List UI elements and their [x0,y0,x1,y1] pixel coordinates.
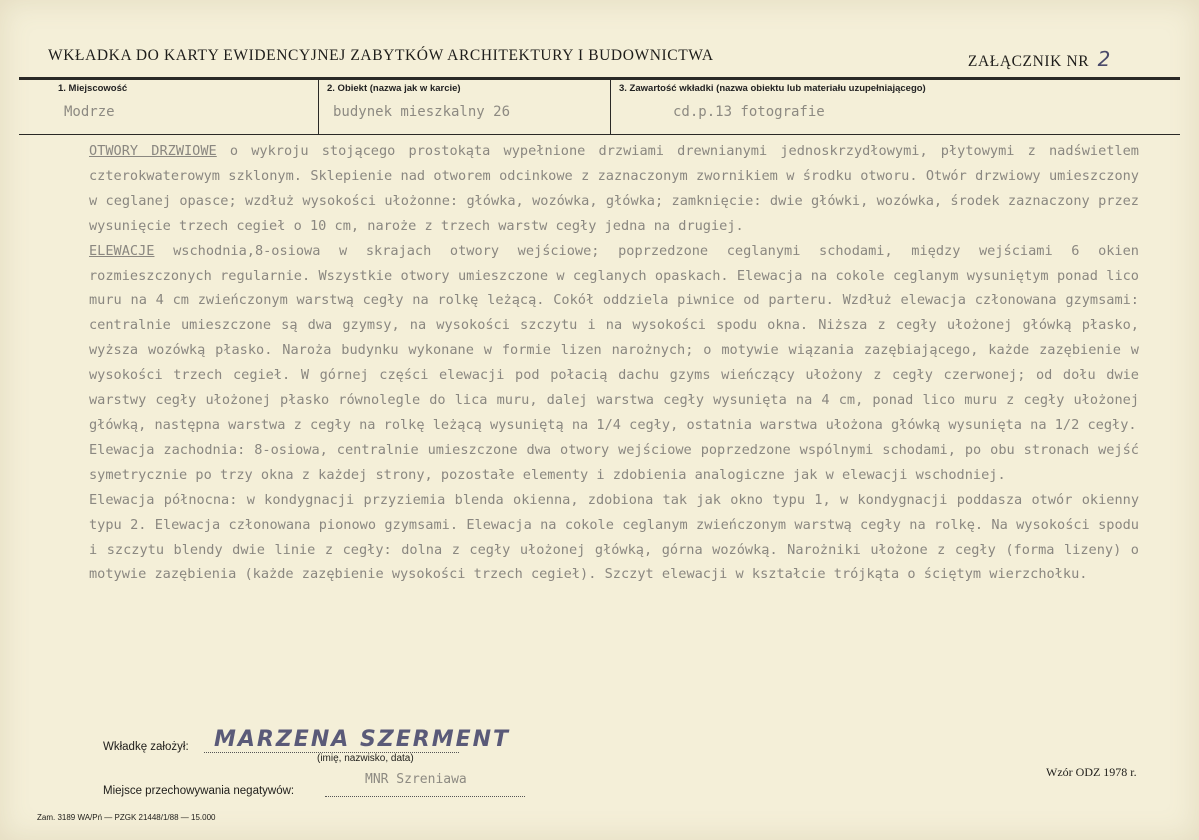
signature-name: MARZENA SZERMENT [214,727,511,752]
text-elevations: wschodnia,8-osiowa w skrajach otwory wejściowe; poprzedzone ceglanymi schodami, między wejściami 6 okien rozmieszczonych regularnie. Wszystkie otwory umieszczone w ceglanych opaskach. Elewacja na cokole ceglanym wysuniętym ponad lico muru na 4 cm zwieńczonym warstwą cegły na rolkę leżącą. Cokół oddziela piwnice od parteru. Wzdłuż elewacja członowana gzymsami: centralnie umieszczone są dwa gzymsy, na wysokości szczytu i na wysokości spodu okna. Niższa z cegły ułożonej główką płasko, wyższa wozówką płasko. Naroża budynku wykonane w formie lizen narożnych; o motywie wiązania zazębiającego, każde zazębienie w wysokości trzech cegieł. W górnej części elewacji pod połacią dachu gzyms wieńczący ułożony z cegły czerwonej; od dołu dwie warstwy cegły ułożonej płasko równolegle do lica muru, dalej warstwa cegły wysunięta na 4 cm, ponad lico muru z cegły ułożonej główką, następna warstwa z cegły na rolkę leżącą wysuniętą na 1/4 cegły, ostatnia warstwa ułożona główką wysunięta na 1/2 cegły. [89,242,1139,433]
field-locality-label: 1. Miejscowość [58,83,128,94]
description-body [89,139,1139,587]
heading-door-openings: OTWORY DRZWIOWE [89,143,217,159]
form-title: WKŁADKA DO KARTY EWIDENCYJNEJ ZABYTKÓW ARCHITEKTURY I BUDOWNICTWA [48,47,714,64]
annex-label-text: ZAŁĄCZNIK NR [967,53,1090,70]
negatives-line [325,796,525,797]
signature-caption: (imię, nazwisko, data) [317,753,414,764]
annex-number: 2 [1097,47,1111,71]
annex-label [968,47,1111,71]
field-object-value: budynek mieszkalny 26 [333,104,511,120]
paragraph-door-openings [89,139,1139,239]
field-locality-value: Modrze [64,104,115,120]
paragraph-west-elevation: Elewacja zachodnia: 8-osiowa, centralnie umieszczone dwa otwory wejściowe poprzedzone wspólnymi schodami, po obu stronach wejść symetrycznie po trzy okna z każdej strony, pozostałe elementy i zdobienia analogiczne jak w elewacji wschodniej. [89,441,1139,483]
signature-label: Wkładkę założył: [103,741,189,753]
heading-elevations: ELEWACJE [89,242,155,259]
text-door-openings: o wykroju stojącego prostokąta wypełnione drzwiami drewnianymi jednoskrzydłowymi, płytowymi z nadświetlem czterokwaterowym szklonym. Sklepienie nad otworem odcinkowe z zaznaczonym zwornikiem w środku otworu. Otwór drzwiowy umieszczony w ceglanej opasce; wzdłuż wysokości ułożonne: główka, wozówka, główka; zamknięcie: dwie główki, wozówka, środek zaznaczony przez wysunięcie trzech cegieł o 10 cm, naroże z trzech warstw cegły jedna na drugiej. [89,143,1139,234]
form-code: Wzór ODZ 1978 r. [1046,765,1137,779]
negatives-label: Miejsce przechowywania negatywów: [103,785,295,797]
field-object-label: 2. Obiekt (nazwa jak w karcie) [327,83,461,94]
fields-rule [19,134,1180,135]
field-object [318,80,611,134]
field-contents-value: cd.p.13 fotografie [673,104,825,120]
print-footer: Zam. 3189 WA/Pń — PZGK 21448/1/88 — 15.000 [37,813,216,822]
field-locality [50,80,318,134]
field-contents-label: 3. Zawartość wkładki (nazwa obiektu lub materiału uzupełniającego) [619,83,926,94]
field-contents [610,80,1146,134]
paragraph-north-elevation: Elewacja północna: w kondygnacji przyziemia blenda okienna, zdobiona tak jak okno typu 1, w kondygnacji poddasza otwór okienny typu 2. Elewacja członowana pionowo gzymsami. Elewacja na cokole ceglanym zwieńczonym warstwą cegły na rolkę. Na wysokości spodu i szczytu blendy dwie linie z cegły: dolna z cegły ułożonej główką, górna wozówką. Narożniki ułożone z cegły (forma lizeny) o motywie zazębienia (każde zazębienie wysokości trzech cegieł). Szczyt elewacji w kształcie trójkąta o ściętym wierzchołku. [89,491,1139,583]
paragraph-elevations [89,239,1139,438]
negatives-value: MNR Szreniawa [365,772,467,787]
